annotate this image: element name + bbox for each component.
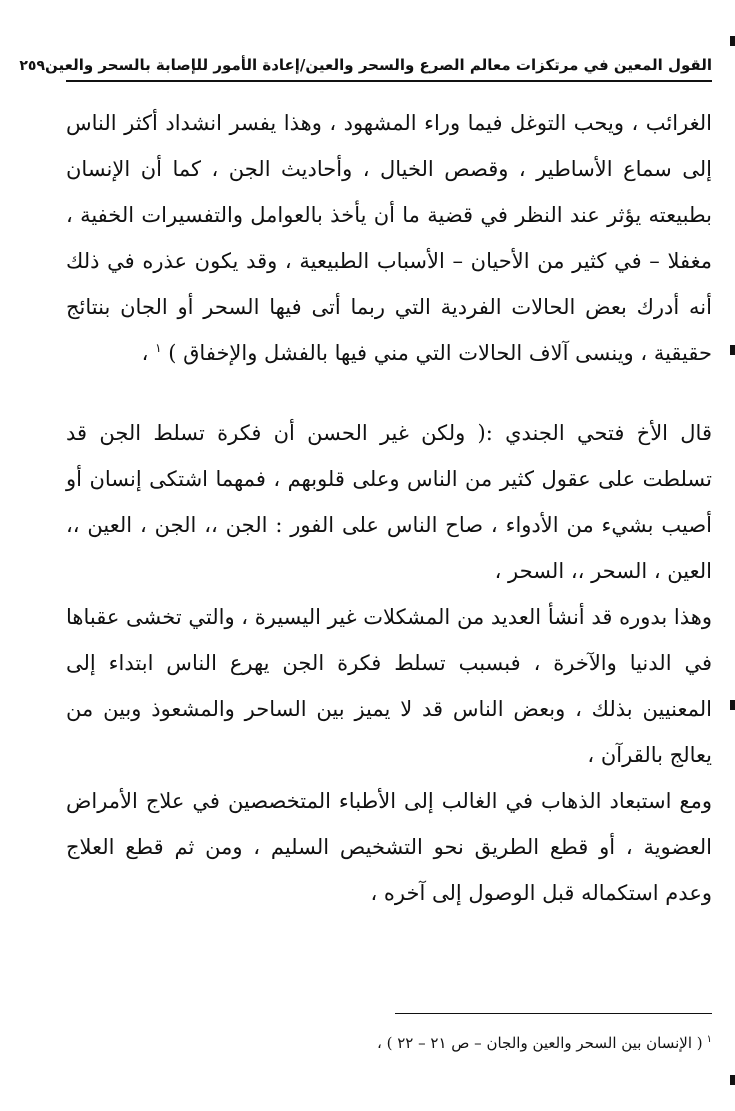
- footnote-text: ( الإنسان بين السحر والعين والجان – ص ٢١ – ٢٢ ) ،: [376, 1034, 703, 1052]
- body-text: [66, 100, 712, 916]
- header-title: القول المعين في مرتكزات معالم الصرع والسحر والعين/إعادة الأمور للإصابة بالسحر والعين: [45, 56, 712, 74]
- paragraph-2: قال الأخ فتحي الجندي :( ولكن غير الحسن أن فكرة تسلط الجن قد تسلطت على عقول كثير من الناس وعلى قلوبهم ، فمهما اشتكى إنسان أو أصيب بشيء من الأدواء ، صاح الناس على الفور : الجن ،، الجن ، العين ،، العين ، السحر ،، السحر ،: [66, 421, 712, 583]
- page-number: ٢٥٩: [19, 58, 45, 74]
- scan-edge-mark: [730, 1075, 735, 1085]
- running-header: [19, 40, 712, 74]
- scan-edge-mark: [730, 36, 735, 46]
- footnote-rule: [395, 1013, 712, 1014]
- paragraph-1-text: الغرائب ، ويحب التوغل فيما وراء المشهود ، وهذا يفسر انشداد أكثر الناس إلى سماع الأساطير ، وقصص الخيال ، وأحاديث الجن ، كما أن الإنسان بطبيعته يؤثر عند النظر في قضية ما أن يأخذ بالعوامل والتفسيرات الخفية ، مغفلا – في كثير من الأحيان – الأسباب الطبيعية ، وقد يكون عذره في ذلك أنه أدرك بعض الحالات الفردية التي ربما أتى فيها السحر أو الجان بنتائج حقيقية ، وينسى آلاف الحالات التي مني فيها بالفشل والإخفاق ): [66, 111, 712, 365]
- footnote-number: ١: [706, 1034, 712, 1045]
- footnote-reference: ١: [155, 341, 162, 355]
- footnote: [66, 1030, 712, 1056]
- header-rule: [66, 80, 712, 82]
- paragraph-4: ومع استبعاد الذهاب في الغالب إلى الأطباء المتخصصين في علاج الأمراض العضوية ، أو قطع الطريق نحو التشخيص السليم ، ومن ثم قطع العلاج وعدم استكماله قبل الوصول إلى آخره ،: [66, 789, 712, 905]
- scan-edge-mark: [730, 700, 735, 710]
- scan-edge-mark: [730, 345, 735, 355]
- paragraph-1: [66, 100, 712, 376]
- paragraph-3: وهذا بدوره قد أنشأ العديد من المشكلات غير اليسيرة ، والتي تخشى عقباها في الدنيا والآخرة ، فبسبب تسلط فكرة الجن يهرع الناس ابتداء إلى المعنيين بذلك ، وبعض الناس قد لا يميز بين الساحر والمشعوذ وبين من يعالج بالقرآن ،: [66, 605, 712, 767]
- paragraph-1-end: ،: [141, 341, 156, 365]
